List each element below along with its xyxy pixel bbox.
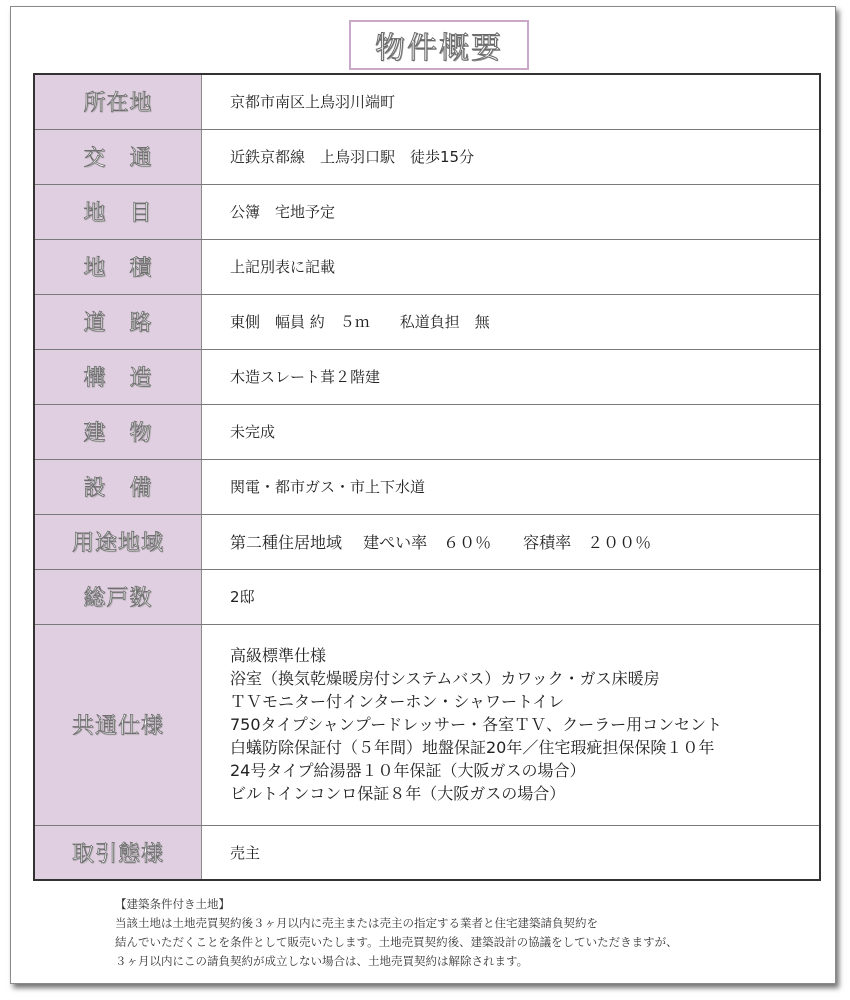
table-row xyxy=(34,459,820,514)
table-row xyxy=(34,349,820,404)
table-row xyxy=(34,825,820,880)
row-value-land-category: 公簿 宅地予定 xyxy=(202,184,821,239)
row-value-transaction: 売主 xyxy=(202,825,821,880)
notes-line: 結んでいただくことを条件として販売いたします。土地売買契約後、建築設計の協議をしていただきますが、 xyxy=(115,935,678,949)
property-sheet xyxy=(10,6,836,984)
spec-line: 高級標準仕様 xyxy=(230,646,327,665)
row-value-facilities: 関電・都市ガス・市上下水道 xyxy=(202,459,821,514)
row-label-land-category: 地 目 xyxy=(34,184,202,239)
table-row xyxy=(34,624,820,825)
row-label-total-units: 総戸数 xyxy=(34,569,202,624)
row-value-location: 京都市南区上鳥羽川端町 xyxy=(202,74,821,129)
spec-line: ＴＶモニター付インターホン・シャワートイレ xyxy=(230,692,565,711)
spec-line: 24号タイプ給湯器１０年保証（大阪ガスの場合） xyxy=(230,761,586,780)
row-label-zoning: 用途地域 xyxy=(34,514,202,569)
notes-line: 当該土地は土地売買契約後３ヶ月以内に売主または売主の指定する業者と住宅建築請負契約を xyxy=(115,916,598,930)
row-label-transport: 交 通 xyxy=(34,129,202,184)
row-value-zoning: 第二種住居地域 建ぺい率 ６０％ 容積率 ２００％ xyxy=(202,514,821,569)
spec-line: 白蟻防除保証付（５年間）地盤保証20年／住宅瑕疵担保保険１０年 xyxy=(230,738,715,757)
table-row xyxy=(34,404,820,459)
row-value-structure: 木造スレート葺２階建 xyxy=(202,349,821,404)
row-label-land-area: 地 積 xyxy=(34,239,202,294)
table-row xyxy=(34,184,820,239)
row-label-road: 道 路 xyxy=(34,294,202,349)
table-row xyxy=(34,514,820,569)
notes-heading: 【建築条件付き土地】 xyxy=(115,897,230,911)
table-row xyxy=(34,74,820,129)
row-value-land-area: 上記別表に記載 xyxy=(202,239,821,294)
row-label-building: 建 物 xyxy=(34,404,202,459)
page-title: 物件概要 xyxy=(349,20,529,70)
row-value-road: 東側 幅員 約 ５ｍ 私道負担 無 xyxy=(202,294,821,349)
table-row xyxy=(34,129,820,184)
table-row xyxy=(34,569,820,624)
building-condition-notes xyxy=(115,895,678,971)
row-label-transaction: 取引態様 xyxy=(34,825,202,880)
row-value-building: 未完成 xyxy=(202,404,821,459)
table-row xyxy=(34,239,820,294)
row-value-total-units: 2邸 xyxy=(202,569,821,624)
row-label-common-spec: 共通仕様 xyxy=(34,624,202,825)
spec-line: 浴室（換気乾燥暖房付システムバス）カワック・ガス床暖房 xyxy=(230,669,660,688)
spec-line: 750タイプシャンプードレッサー・各室ＴＶ、クーラー用コンセント xyxy=(230,715,723,734)
table-row xyxy=(34,294,820,349)
notes-line: ３ヶ月以内にこの請負契約が成立しない場合は、土地売買契約は解除されます。 xyxy=(115,954,529,968)
spec-line: ビルトインコンロ保証８年（大阪ガスの場合） xyxy=(230,784,566,803)
row-label-structure: 構 造 xyxy=(34,349,202,404)
property-summary-table xyxy=(33,73,821,881)
row-value-common-spec xyxy=(202,624,821,825)
row-label-location: 所在地 xyxy=(34,74,202,129)
row-label-facilities: 設 備 xyxy=(34,459,202,514)
row-value-transport: 近鉄京都線 上鳥羽口駅 徒歩15分 xyxy=(202,129,821,184)
